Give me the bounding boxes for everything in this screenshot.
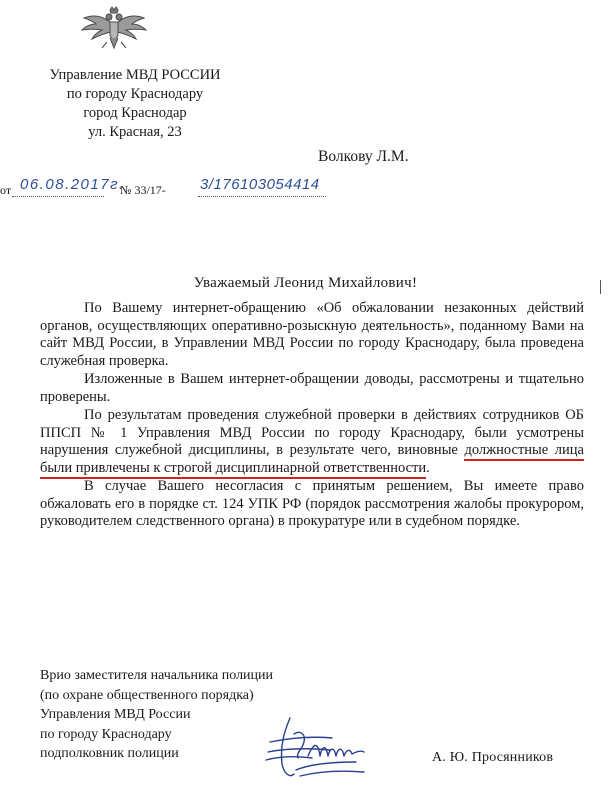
number-underline — [198, 196, 326, 197]
reference-line — [0, 176, 611, 206]
handwritten-number: 3/176103054414 — [200, 176, 320, 193]
eagle-emblem-icon — [78, 4, 150, 54]
addressee: Волкову Л.М. — [318, 148, 409, 165]
paragraph — [40, 407, 584, 477]
paragraph: В случае Вашего несогласия с принятым решением, Вы имеете право обжаловать его в порядке ст. 124 УПК РФ (порядок рассмотрения жалобы прокурором, руководителем следственного органа) в прокуратуре или в судебном порядке. — [40, 478, 584, 529]
paragraph-text: . — [426, 459, 430, 476]
signer-name: А. Ю. Просянников — [432, 750, 554, 765]
paragraph: По Вашему интернет-обращению «Об обжаловании незаконных действий органов, осуществляющих оперативно-розыскную деятельность», поданному Вами на сайт МВД России, в Управлении МВД России по городу Краснодару, была проведена служебная проверка. — [40, 300, 584, 369]
signatory-title-line: по городу Краснодару — [40, 726, 172, 742]
handwritten-date: 06.08.2017г. — [20, 176, 125, 193]
sender-line: ул. Красная, 23 — [88, 124, 182, 140]
highlighted-text: должностные лица были привлечены к строгой дисциплинарной ответственности — [40, 442, 584, 479]
signatory-title-line: Врио заместителя начальника полиции — [40, 668, 274, 683]
sender-address — [40, 66, 230, 142]
sender-line: по городу Краснодару — [66, 86, 204, 102]
reference-number-label: № 33/17- — [120, 183, 166, 197]
signatory-title-line: (по охране общественного порядка) — [40, 687, 254, 703]
margin-mark — [600, 280, 607, 294]
signatory-title-line: подполковник полиции — [40, 746, 179, 762]
signatory-title-line: Управления МВД России — [40, 707, 191, 723]
date-underline — [12, 196, 104, 197]
paragraph-text: По результатам проведения служебной проверки в действиях сотрудников ОБ ППСП № 1 Управления МВД России по городу Краснодару, были усмотрены нарушения служебной дисциплины, в результате чего, виновные — [40, 407, 584, 458]
reference-prefix: от — [0, 183, 12, 197]
sender-line: город Краснодар — [83, 105, 187, 121]
letter-body — [40, 300, 584, 532]
handwritten-signature-icon — [260, 712, 390, 782]
signature-block — [40, 666, 273, 764]
salutation: Уважаемый Леонид Михайлович! — [193, 275, 418, 291]
paragraph: Изложенные в Вашем интернет-обращении доводы, рассмотрены и тщательно проверены. — [40, 371, 584, 405]
sender-line: Управление МВД РОССИИ — [49, 67, 221, 83]
